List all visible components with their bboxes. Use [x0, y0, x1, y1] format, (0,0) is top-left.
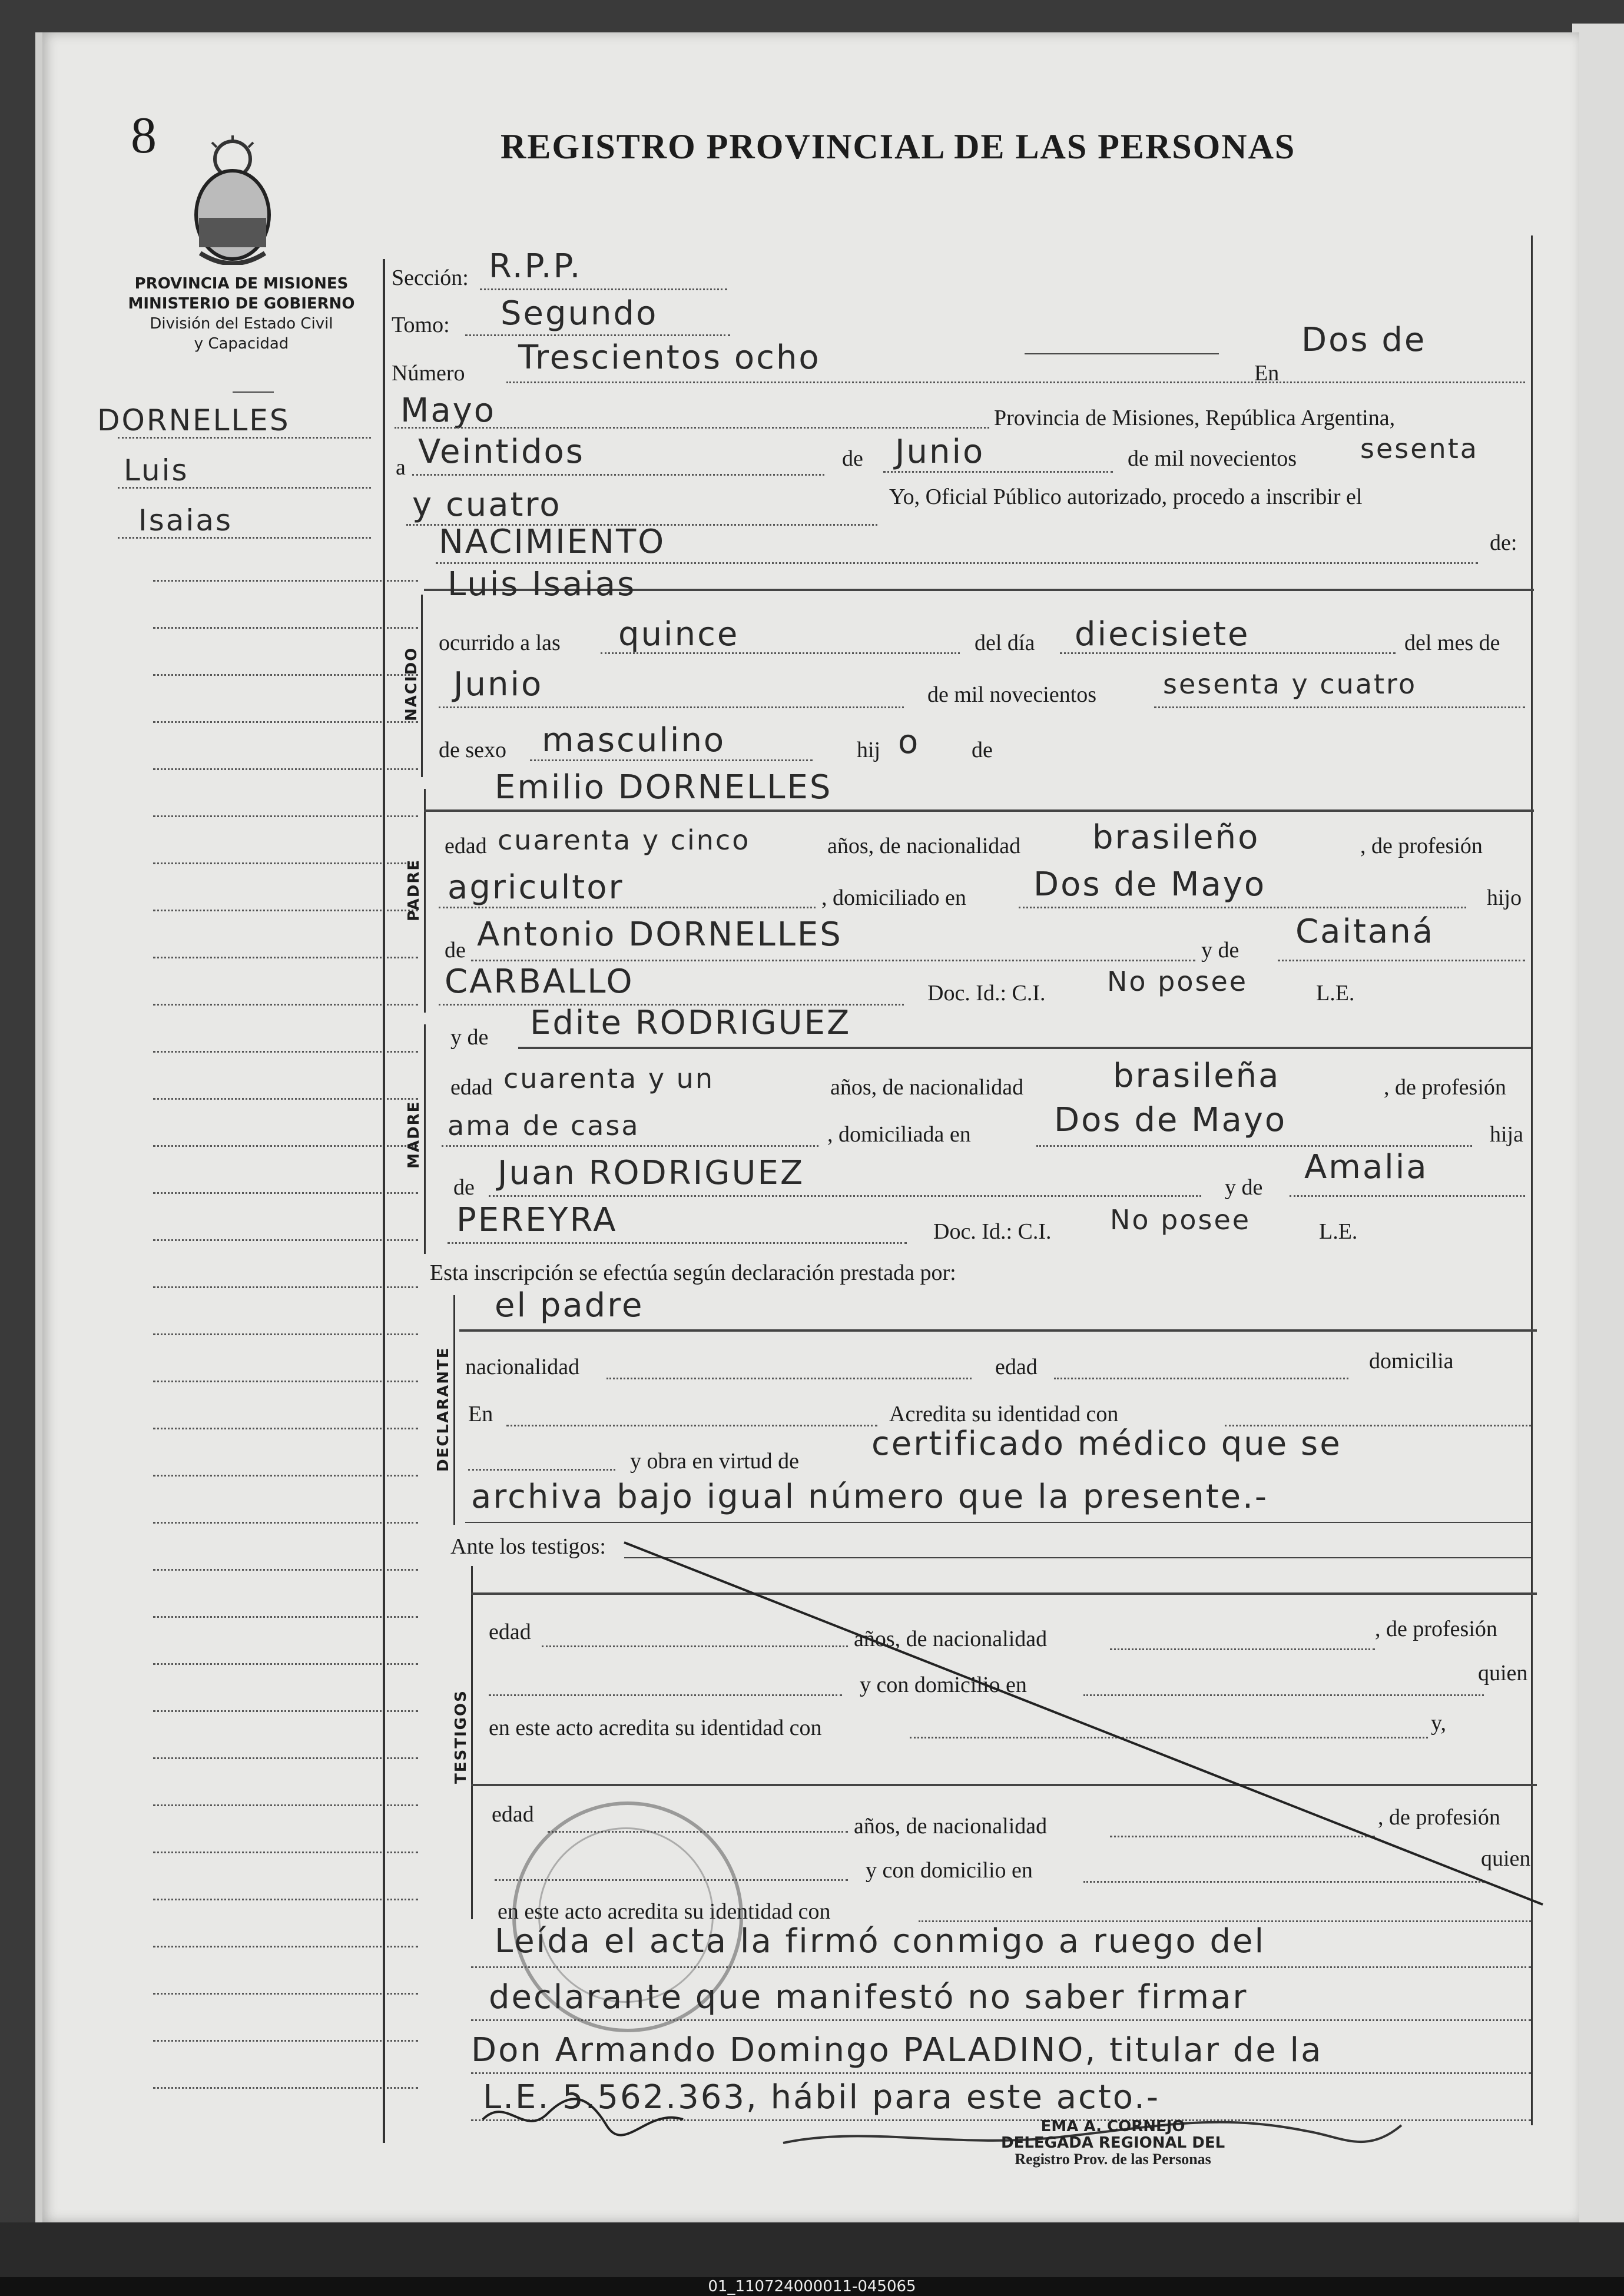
madre-anios-label: años, de nacionalidad	[830, 1075, 1024, 1100]
t2-anios-label: años, de nacionalidad	[854, 1814, 1048, 1839]
t1-prof-label: , de profesión	[1375, 1617, 1497, 1641]
mes-value: Junio	[453, 665, 543, 704]
margin-name-1: Luis	[124, 453, 189, 487]
tipo-value: NACIMIENTO	[439, 523, 666, 561]
stamp-name: EMA A. CORNEJO	[1040, 2118, 1185, 2135]
t2-edad-label: edad	[492, 1802, 534, 1827]
en-value-cont: Mayo	[400, 391, 496, 430]
padre-anios-label: años, de nacionalidad	[827, 834, 1021, 858]
inscripcion-text: Esta inscripción se efectúa según declaración prestada por:	[430, 1260, 956, 1285]
t1-quien-label: quien	[1478, 1661, 1528, 1685]
decl-domicilia-label: domicilia	[1369, 1349, 1454, 1373]
abuela-p-ap-value: CARBALLO	[445, 963, 634, 1001]
madre-de-label: de	[453, 1175, 475, 1200]
fecha-dia: Veintidos	[418, 433, 585, 471]
abuela-m-ap-value: PEREYRA	[456, 1201, 618, 1239]
section-padre: PADRE	[405, 858, 423, 921]
padre-doc-value: No posee	[1107, 965, 1248, 997]
page-number: 8	[131, 107, 157, 164]
madre-prof-value: ama de casa	[448, 1110, 640, 1142]
official-stamp	[1001, 2118, 1225, 2168]
abuelo-p-value: Antonio DORNELLES	[477, 915, 843, 954]
decl-edad-label: edad	[995, 1355, 1038, 1379]
madre-dom-label: , domiciliada en	[827, 1122, 971, 1147]
tomo-label: Tomo:	[392, 313, 450, 337]
hij-value: o	[898, 723, 920, 761]
sexo-label: de sexo	[439, 738, 507, 762]
nombre-value: Luis Isaias	[448, 565, 637, 603]
testigos-label: Ante los testigos:	[450, 1534, 606, 1559]
document-title: REGISTRO PROVINCIAL DE LAS PERSONAS	[501, 127, 1296, 166]
declarant-signature	[471, 2084, 707, 2149]
t2-quien-label: quien	[1481, 1846, 1531, 1871]
decl-nac-label: nacionalidad	[465, 1355, 580, 1379]
madre-edad-label: edad	[450, 1075, 493, 1100]
padre-yde-label: y de	[1201, 938, 1239, 963]
decl-obra-label: y obra en virtud de	[630, 1449, 800, 1474]
padre-edad-label: edad	[445, 834, 487, 858]
de-colon: de:	[1490, 530, 1517, 555]
leida-line-4: L.E. 5.562.363, hábil para este acto.-	[483, 2078, 1161, 2116]
t1-edad-label: edad	[489, 1620, 531, 1644]
hij-label: hij	[857, 738, 881, 762]
padre-dom-label: , domiciliado en	[821, 885, 966, 910]
t1-anios-label: años, de nacionalidad	[854, 1627, 1048, 1651]
tomo-value: Segundo	[501, 294, 658, 333]
margin-name-2: Isaias	[138, 503, 233, 537]
padre-name: Emilio DORNELLES	[495, 768, 833, 807]
obra-value-1: certificado médico que se	[871, 1425, 1342, 1463]
madre-doc-label: Doc. Id.: C.I.	[933, 1219, 1052, 1244]
t2-dom-label: y con domicilio en	[866, 1858, 1033, 1883]
seccion-value: R.P.P.	[489, 247, 582, 286]
padre-dom-value: Dos de Mayo	[1033, 865, 1267, 904]
padre-hijo-label: hijo	[1487, 885, 1522, 910]
en-label: En	[1254, 361, 1280, 386]
de2-label: de	[972, 738, 993, 762]
header-province: PROVINCIA DE MISIONES	[134, 275, 349, 293]
padre-nac-value: brasileño	[1092, 818, 1260, 857]
fecha-mes: Junio	[895, 433, 985, 471]
header-capacity: y Capacidad	[194, 335, 289, 353]
stamp-role: DELEGADA REGIONAL DEL	[1001, 2134, 1225, 2152]
padre-prof-label: , de profesión	[1360, 834, 1483, 858]
t1-y-label: y,	[1431, 1711, 1447, 1736]
section-declarante: DECLARANTE	[435, 1346, 452, 1472]
madre-hija-label: hija	[1490, 1122, 1523, 1147]
t1-acto-label: en este acto acredita su identidad con	[489, 1716, 822, 1740]
madre-dom-value: Dos de Mayo	[1054, 1101, 1287, 1139]
a-label: a	[396, 455, 406, 480]
leida-line-2: declarante que manifestó no saber firmar	[489, 1978, 1248, 2016]
hora-value: quince	[618, 615, 740, 653]
padre-edad-value: cuarenta y cinco	[498, 824, 751, 856]
numero-value: Trescientos ocho	[518, 339, 821, 377]
header-division: División del Estado Civil	[150, 315, 333, 333]
abuela-m-value: Amalia	[1304, 1148, 1429, 1186]
mil2-label: de mil novecientos	[927, 682, 1097, 707]
obra-value-2: archiva bajo igual número que la presente.-	[471, 1478, 1269, 1516]
abuelo-m-value: Juan RODRIGUEZ	[498, 1154, 805, 1192]
yo-text: Yo, Oficial Público autorizado, procedo a inscribir el	[889, 485, 1363, 509]
stamp-office: Registro Prov. de las Personas	[1015, 2151, 1211, 2168]
madre-yde-label: y de	[450, 1025, 489, 1050]
t2-acto-label: en este acto acredita su identidad con	[498, 1899, 831, 1924]
sexo-value: masculino	[542, 721, 726, 759]
decl-acredita-label: Acredita su identidad con	[889, 1402, 1119, 1426]
padre-doc-label: Doc. Id.: C.I.	[927, 981, 1046, 1006]
madre-edad-value: cuarenta y un	[503, 1063, 714, 1094]
en-value: Dos de	[1301, 321, 1427, 359]
madre-nac-value: brasileña	[1113, 1057, 1281, 1095]
padre-prof-value: agricultor	[448, 868, 624, 907]
madre-prof-label: , de profesión	[1384, 1075, 1506, 1100]
madre-doc-value: No posee	[1110, 1204, 1251, 1236]
numero-label: Número	[392, 361, 465, 386]
leida-line-1: Leída el acta la firmó conmigo a ruego del	[495, 1922, 1265, 1960]
seccion-label: Sección:	[392, 266, 469, 290]
madre-name: Edite RODRIGUEZ	[530, 1004, 851, 1042]
dia-value: diecisiete	[1075, 615, 1250, 653]
footer-caption: 01_110724000011-045065	[0, 2277, 1624, 2296]
margin-surname: DORNELLES	[97, 403, 290, 437]
section-testigos: TESTIGOS	[452, 1690, 470, 1784]
abuela-p-value: Caitaná	[1295, 913, 1435, 951]
del-dia-label: del día	[975, 631, 1035, 655]
fecha-anio-cont: y cuatro	[412, 486, 562, 524]
ocurrido-label: ocurrido a las	[439, 631, 561, 655]
mil-label: de mil novecientos	[1128, 446, 1297, 471]
madre-le-label: L.E.	[1319, 1219, 1358, 1244]
decl-en-label: En	[468, 1402, 493, 1426]
de-label: de	[842, 446, 863, 471]
madre-yde2-label: y de	[1225, 1175, 1263, 1200]
t2-prof-label: , de profesión	[1378, 1805, 1500, 1830]
provincia-text: Provincia de Misiones, República Argentina,	[994, 406, 1396, 430]
section-nacido: NACIDO	[403, 646, 420, 721]
section-madre: MADRE	[405, 1100, 423, 1169]
fecha-anio: sesenta	[1360, 433, 1479, 464]
header-ministry: MINISTERIO DE GOBIERNO	[128, 295, 355, 313]
t1-dom-label: y con domicilio en	[860, 1673, 1027, 1697]
del-mes-label: del mes de	[1404, 631, 1500, 655]
leida-line-3: Don Armando Domingo PALADINO, titular de la	[471, 2031, 1323, 2069]
padre-le-label: L.E.	[1316, 981, 1355, 1006]
declarante-value: el padre	[495, 1286, 644, 1325]
anio-value: sesenta y cuatro	[1163, 668, 1417, 700]
padre-de-label: de	[445, 938, 466, 963]
